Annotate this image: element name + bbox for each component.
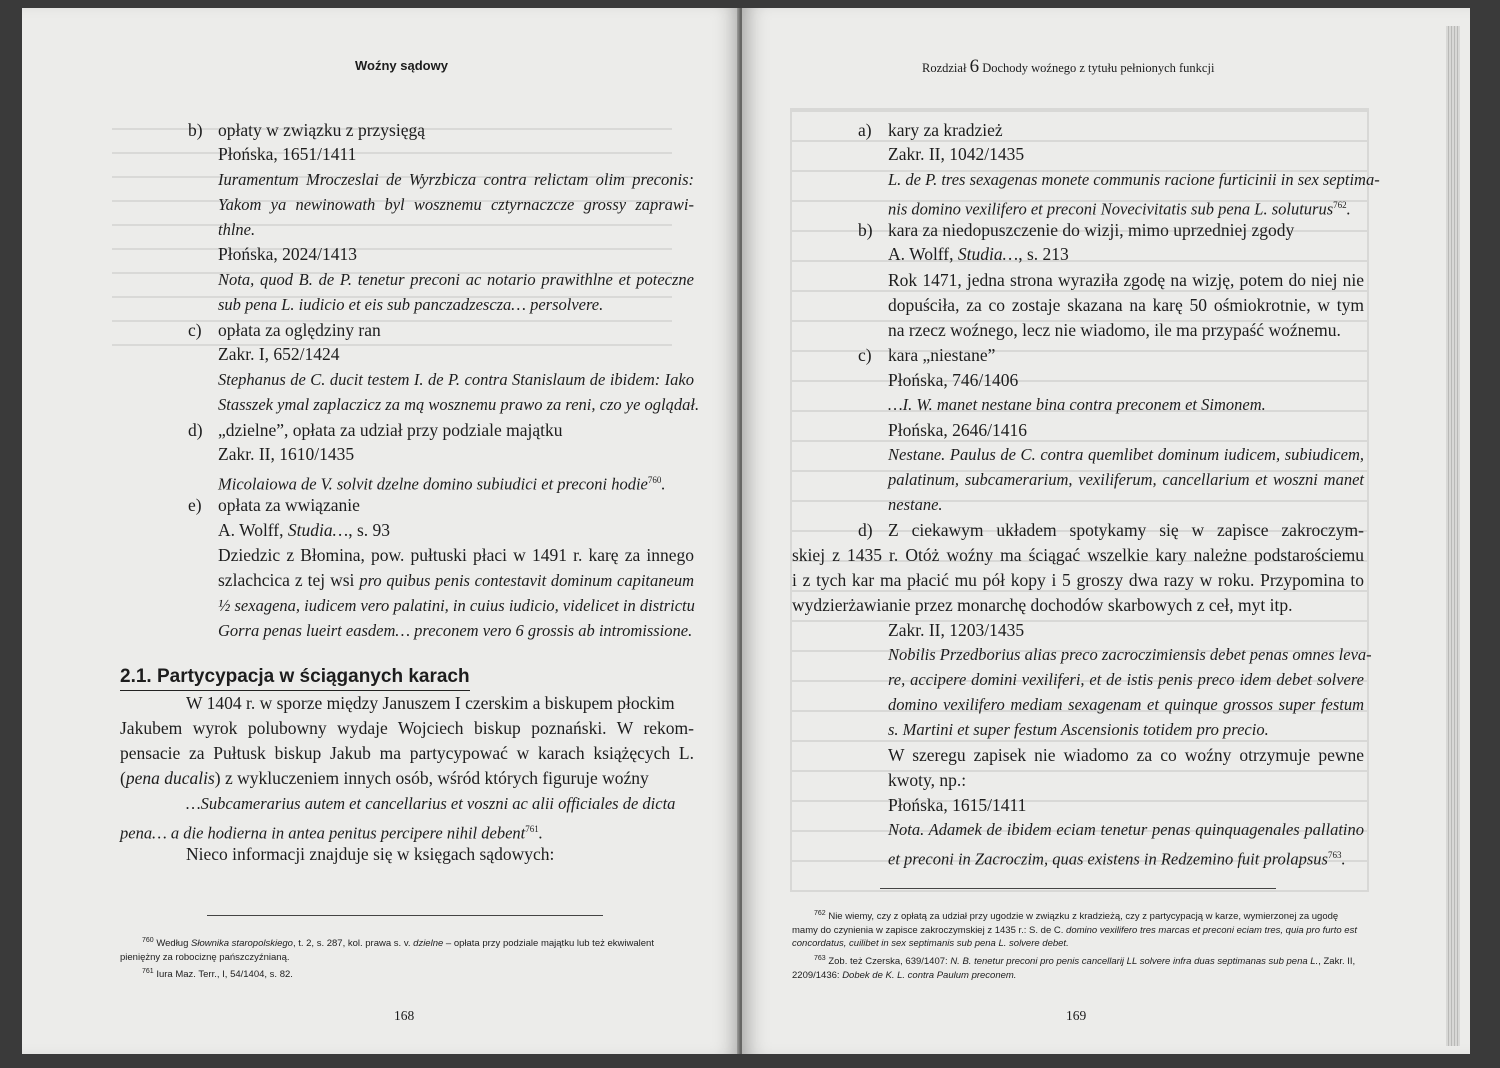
latin-quote-line: …Subcamerarius autem et cancellarius et voszni ac alii officiales de dicta	[186, 794, 676, 813]
latin-quote-line: ½ sexagena, iudicem vero palatini, in cuius iudicio, videlicet in districtu	[218, 596, 695, 615]
source-citation: Zakr. II, 1610/1435	[218, 444, 355, 464]
body-text-line: i z tych kar ma płacić mu pół kopy i 5 groszy dwa razy w roku. Przypomina to	[792, 570, 1364, 590]
latin-quote-line: thlne.	[218, 220, 256, 239]
body-text-line: Nieco informacji znajduje się w księgach sądowych:	[186, 844, 555, 864]
source-citation: Płońska, 2024/1413	[218, 244, 358, 264]
body-text-line: kwoty, np.:	[888, 770, 967, 790]
running-header: Woźny sądowy	[355, 58, 448, 73]
footnote-number: 763	[814, 955, 826, 962]
list-title-e: opłata za wwiązanie	[218, 495, 360, 515]
citation-author: A. Wolff,	[218, 520, 288, 540]
latin-quote-line: Nobilis Przedborius alias preco zacroczimiensis debet penas omnes leva-	[888, 645, 1372, 664]
source-citation: Zakr. II, 1042/1435	[888, 144, 1025, 164]
footnote-number: 762	[814, 910, 826, 917]
footnote-text: , Zakr. II, 2209/1436:	[792, 956, 1356, 981]
section-heading: 2.1. Partycypacja w ściąganych karach	[120, 665, 470, 691]
list-letter-a: a)	[858, 120, 872, 140]
body-text-line: W 1404 r. w sporze między Januszem I czerskim a biskupem płockim	[186, 693, 675, 713]
latin-quote-line: L. de P. tres sexagenas monete communis racione furticinii in sex septima-	[888, 170, 1380, 189]
chapter-number: 6	[969, 56, 980, 77]
latin-quote-text: pena… a die hodierna in antea penitus percipere nihil debent	[120, 823, 526, 843]
body-text-line: Jakubem wyrok polubowny wydaje Wojciech biskup poznański. W rekom-	[120, 718, 694, 738]
citation-page: , s. 93	[348, 520, 390, 540]
latin-quote-line: nestane.	[888, 495, 943, 514]
latin-text: pro quibus penis contestavit dominum capitaneum	[359, 571, 694, 590]
list-title-b: kara za niedopuszczenie do wizji, mimo uprzedniej zgody	[888, 220, 1295, 240]
latin-quote-line: Nota, quod B. de P. tenetur preconi ac notario prawithlne et poteczne	[218, 270, 694, 289]
page-edge	[1446, 26, 1460, 1046]
latin-quote-text: nis domino vexilifero et preconi Novecivitatis sub pena L. soluturus	[888, 199, 1334, 219]
list-title-a: kary za kradzież	[888, 120, 1003, 140]
body-text-line: Dziedzic z Błomina, pow. pułtuski płaci w 1491 r. karę za innego	[218, 545, 694, 565]
body-text-line: W szeregu zapisek nie wiadomo za co woźny otrzymuje pewne	[888, 745, 1364, 765]
source-citation	[888, 242, 1069, 266]
source-citation	[218, 518, 390, 542]
list-letter-b: b)	[858, 220, 873, 240]
latin-quote-line: s. Martini et super festum Ascensionis totidem pro precio.	[888, 720, 1269, 739]
latin-quote-text: et preconi in Zacroczim, quas existens in Redzemino fuit prolapsus	[888, 849, 1328, 869]
footnote-rule	[880, 888, 1276, 889]
latin-quote-line: nis domino vexilifero et preconi Novecivitatis sub pena L. soluturus$^{762}$.	[888, 199, 1351, 219]
latin-quote-line: …I. W. manet nestane bina contra preconem et Simonem.	[888, 395, 1266, 414]
latin-quote-line: pena… a die hodierna in antea penitus percipere nihil debent$^{761}$.	[120, 823, 543, 843]
body-text-line: Z ciekawym układem spotykamy się w zapisce zakroczym-	[888, 520, 1364, 540]
footnote-number: 761	[142, 968, 154, 975]
list-letter-b: b)	[188, 120, 203, 140]
footnote-italic: domino vexilifero tres marcas et preconi eciam tres, quia pro furto est concordatus, cuilibet in sex septimanis sub pena L. solvere debet.	[792, 924, 1357, 950]
source-citation: Zakr. I, 652/1424	[218, 344, 340, 364]
source-citation: Płońska, 2646/1416	[888, 420, 1028, 440]
body-text-line	[120, 766, 649, 790]
latin-quote-line: palatinum, subcamerarium, vexiliferum, cancellarium et woszni manet	[888, 470, 1364, 489]
footnote-text: , t. 2, s. 287, kol. prawa s. v.	[292, 938, 414, 950]
list-letter-d: d)	[188, 420, 203, 440]
footnote-rule	[207, 915, 603, 916]
latin-quote-line: Micolaiowa de V. solvit dzelne domino subiudici et preconi hodie$^{760}$.	[218, 474, 666, 494]
body-text-line: na rzecz woźnego, lecz nie wiadomo, ile ma przypaść woźnemu.	[888, 320, 1341, 340]
body-text: (	[120, 768, 126, 788]
latin-quote-line: sub pena L. iudicio et eis sub panczadzescza… persolvere.	[218, 295, 604, 314]
body-text: ) z wykluczeniem innych osób, wśród których figuruje woźny	[214, 768, 649, 788]
list-title-c: opłata za oględziny ran	[218, 320, 381, 340]
source-citation: Zakr. II, 1203/1435	[888, 620, 1025, 640]
citation-title: Studia…	[287, 520, 349, 540]
footnote-italic: dzielne	[413, 938, 444, 950]
latin-quote-line: Iuramentum Mroczeslai de Wyrzbicza contra relictam olim preconis:	[218, 170, 694, 189]
list-letter-c: c)	[188, 320, 202, 340]
latin-quote-line: Nota. Adamek de ibidem eciam tenetur penas quinquagenales pallatino	[888, 820, 1364, 839]
footnote-text: Iura Maz. Terr., I, 54/1404, s. 82.	[156, 969, 293, 981]
list-letter-d: d)	[858, 520, 873, 540]
source-citation: Płońska, 1615/1411	[888, 795, 1027, 815]
footnote-761	[120, 965, 696, 982]
list-title-d: „dzielne”, opłata za udział przy podziale majątku	[218, 420, 563, 440]
footnote-ref: 760	[647, 475, 662, 485]
footnote-italic: Słownika staropolskiego	[191, 938, 293, 950]
footnote-760	[120, 934, 696, 964]
body-text-line	[218, 568, 694, 593]
body-text-line: dopuściła, za co zostaje skazana na karę 50 ośmiokrotnie, w tym	[888, 295, 1364, 315]
header-text: Dochody woźnego z tytułu pełnionych funkcji	[979, 61, 1215, 75]
latin-text: pena ducalis	[125, 768, 215, 788]
latin-quote-text: Micolaiowa de V. solvit dzelne domino subiudici et preconi hodie	[218, 474, 648, 494]
body-text-line: skiej z 1435 r. Otóż woźny ma ściągać wszelkie kary należne podstarościemu	[792, 545, 1364, 565]
citation-author: A. Wolff,	[888, 244, 958, 264]
footnote-text: Nie wiemy, czy z opłatą za udział przy ugodzie w związku z kradzieżą, czy z partycypacją w karze, wymierzonej za ugodę mamy do czynienia w zapisce zakroczymskiej z 1435 r.: S. de C.	[792, 911, 1339, 936]
latin-quote-line: Nestane. Paulus de C. contra quemlibet dominum iudicem, subiudicem,	[888, 445, 1364, 464]
running-header	[922, 56, 1214, 78]
body-text-line: pensacie za Pułtusk biskup Jakub ma partycypować w karach książęcych L.	[120, 743, 694, 763]
list-letter-c: c)	[858, 345, 872, 365]
footnote-text: – opłata przy podziale majątku lub też ekwiwalent pieniężny za robociznę pańszczyźnianą.	[120, 938, 654, 963]
latin-quote-line: re, accipere domini vexiliferi, et de istis penis preco idem debet solvere	[888, 670, 1364, 689]
latin-quote-line: Stasszek ymal zaplaczicz za mą wosznemu prawo za reni, czo ye oglądał.	[218, 395, 700, 414]
footnote-763	[792, 952, 1366, 982]
footnote-ref: 761	[525, 824, 539, 834]
footnote-text: Zob. też Czerska, 639/1407:	[828, 956, 951, 968]
list-letter-e: e)	[188, 495, 202, 515]
footnote-italic: Dobek de K. L. contra Paulum preconem.	[842, 969, 1017, 981]
footnote-ref: 763	[1327, 850, 1342, 860]
citation-title: Studia…	[957, 244, 1019, 264]
body-text-line: wydzierżawianie przez monarchę dochodów skarbowych z ceł, myt itp.	[792, 595, 1293, 615]
latin-quote-line: domino vexilifero mediam sexagenam et quinque grossos super festum	[888, 695, 1364, 714]
footnote-number: 760	[142, 937, 154, 944]
page-number: 168	[394, 1008, 415, 1023]
list-title-c: kara „niestane”	[888, 345, 996, 365]
right-page	[742, 8, 1470, 1054]
footnote-text: Według	[156, 938, 192, 950]
body-text-line: Rok 1471, jedna strona wyraziła zgodę na wizję, potem do niej nie	[888, 270, 1364, 290]
latin-quote-line: et preconi in Zacroczim, quas existens in Redzemino fuit prolapsus$^{763}$.	[888, 849, 1346, 869]
source-citation: Płońska, 1651/1411	[218, 144, 357, 164]
header-text: Rozdział	[922, 61, 970, 75]
latin-quote-line: Stephanus de C. ducit testem I. de P. contra Stanislaum de ibidem: Iako	[218, 370, 694, 389]
page-number: 169	[1066, 1008, 1087, 1023]
list-title-b: opłaty w związku z przysięgą	[218, 120, 426, 140]
left-page	[22, 8, 740, 1054]
latin-quote-line: Yakom ya newinowath byl wosznemu cztyrnaczcze grossy zaprawi-	[218, 195, 694, 214]
footnote-762	[792, 907, 1366, 951]
footnote-italic: N. B. tenetur preconi pro penis cancellarij LL solvere infra duas septimanas sub pena L.	[950, 956, 1319, 968]
source-citation: Płońska, 746/1406	[888, 370, 1019, 390]
citation-page: , s. 213	[1018, 244, 1069, 264]
latin-quote-line: Gorra penas lueirt easdem… preconem vero 6 grossis ab intromissione.	[218, 621, 693, 640]
body-text: szlachcica z tej wsi	[218, 570, 360, 590]
footnote-ref: 762	[1333, 200, 1347, 210]
